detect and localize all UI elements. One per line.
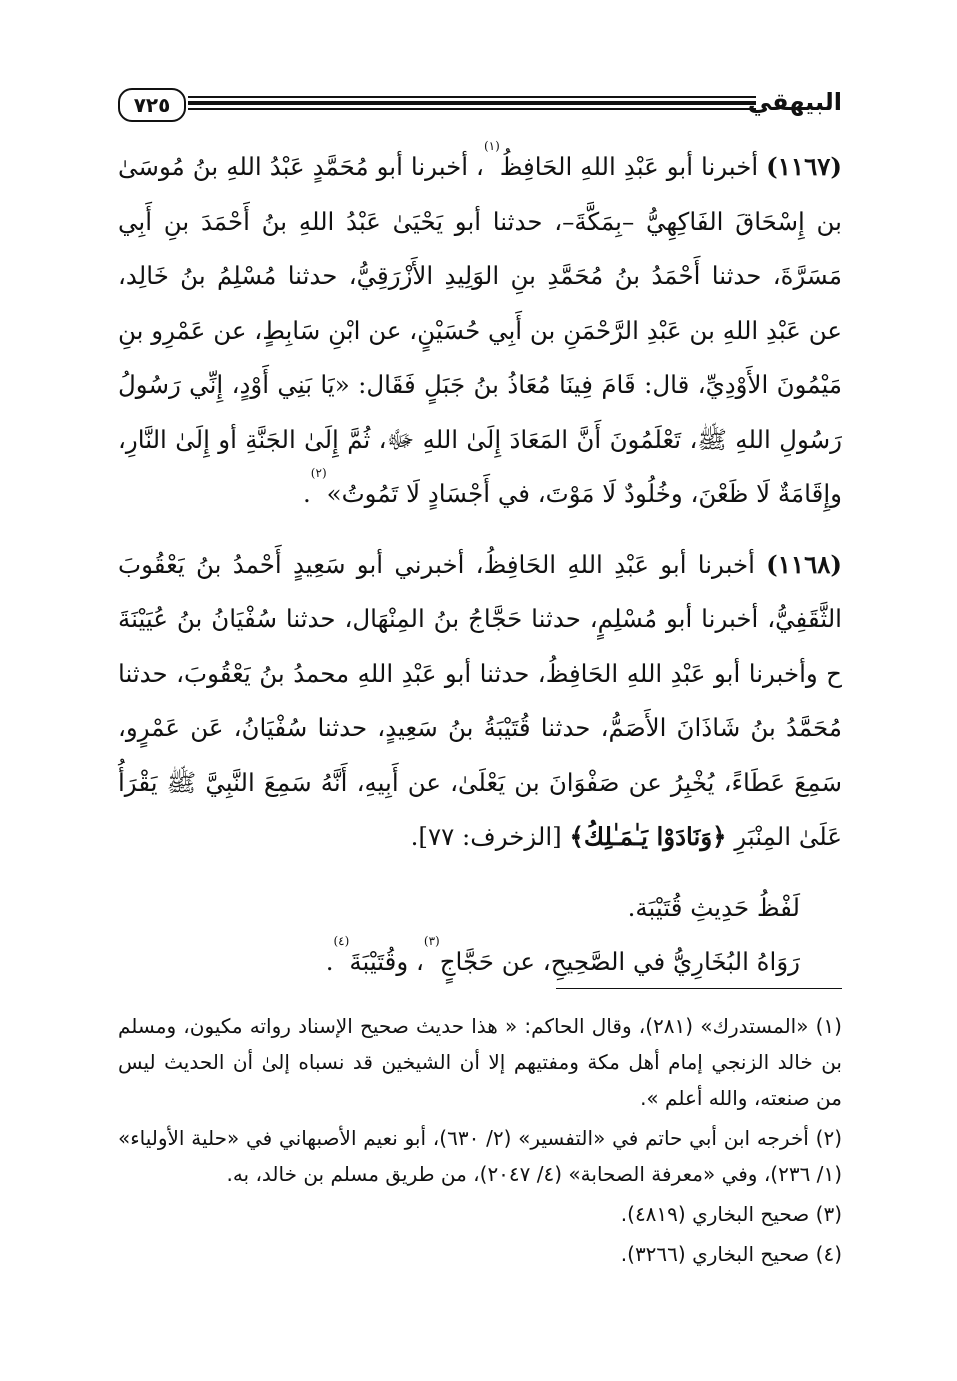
narration-text: . — [325, 947, 334, 976]
quran-verse: ﴿وَنَادَوْا يَـٰمَـٰلِكُ﴾ — [569, 822, 727, 851]
hadith-text: أخبرنا أبو عَبْدِ اللهِ الحَافِظُ، أخبرني أبو سَعِيدٍ أَحْمدُ بنُ يَعْقُوبَ الثَّقَفِيُّ، أخبرنا أبو مُسْلِمٍ، حدثنا حَجَّاجُ بنُ المِنْهَال، حدثنا سُفْيَانُ بنُ عُيَيْنَةَ ح وأخبرنا أبو عَبْدِ اللهِ الحَافِظُ، حدثنا أبو عَبْدِ اللهِ محمدُ بنُ يَعْقُوبَ، حدثنا مُحَمَّدُ بنُ شَاذَانَ الأَصَمُّ، حدثنا قُتَيْبَةُ بنُ سَعِيدٍ، حدثنا سُفْيَانُ، عَن عَمْرٍو، سَمِعَ عَطَاءً، يُخْبِرُ عن صَفْوَانَ بن يَعْلَىٰ، عن أَبِيهِ، أَنَّهُ سَمِعَ النَّبِيَّ ﷺ يَقْرَأُ عَلَىٰ المِنْبَرِ — [118, 549, 842, 851]
hadith-text: أخبرنا أبو عَبْدِ اللهِ الحَافِظُ — [499, 152, 767, 181]
wording-note: لَفْظُ حَدِيثِ قُتَيْبَة. — [627, 892, 800, 922]
footnote: (٢) أخرجه ابن أبي حاتم في «التفسير» (٢/ ٦٣٠)، أبو نعيم الأصبهاني في «حلية الأولياء» (١/ ٢٣٦)، وفي «معرفة الصحابة» (٤/ ٢٠٤٧)، من طريق مسلم بن خالد، به. — [118, 1126, 842, 1186]
footnote-ref: (٤) — [333, 934, 350, 948]
footnote: (١) «المستدرك» (٢٨١)، وقال الحاكم: « هذا حديث صحيح الإسناد رواته مكيون، ومسلم بن خالد الزنجي إمام أهل مكة ومفتيهم إلا أن الشيخين قد نسباه إلىٰ أن الحديث ليس من صنعته، والله أعلم ». — [118, 1014, 842, 1110]
narration-source — [118, 935, 842, 990]
main-text — [118, 140, 842, 990]
page-number: ٧٢٥ — [118, 88, 186, 122]
hadith-1168 — [118, 538, 842, 865]
hadith-number: (١١٦٨) — [766, 549, 842, 579]
page-header — [118, 82, 842, 126]
hadith-text: ، أخبرنا أبو مُحَمَّدٍ عَبْدُ اللهِ بنُ مُوسَىٰ بن إِسْحَاقَ الفَاكِهِيُّ –بِمَكَّةَ–، حدثنا أبو يَحْيَىٰ عَبْدُ اللهِ بنُ أَحْمَدَ بنِ أَبِي مَسَرَّةَ، حدثنا أَحْمَدُ بنُ مُحَمَّدِ بنِ الوَلِيدِ الأَزْرَقِيُّ، حدثنا مُسْلِمُ بنُ خَالِد، عن عَبْدِ اللهِ بن عَبْدِ الرَّحْمَنِ بن أَبِي حُسَيْنٍ، عن ابْنِ سَابِطٍ، عن عَمْرِو بنِ مَيْمُونَ الأَوْدِيِّ، قال: قَامَ فِينَا مُعَاذُ بنُ جَبَلٍ فَقَال: «يَا بَنِي أَوْدٍ، إِنِّي رَسُولُ رَسُولِ اللهِ ﷺ، تَعْلَمُونَ أَنَّ المَعَادَ إِلَىٰ اللهِ ﷻ، ثُمَّ إِلَىٰ الجَنَّةِ أو إِلَىٰ النَّارِ، وإِقَامَةٌ لَا ظَعْنَ، وخُلُودٌ لَا مَوْتَ، في أَجْسَادٍ لَا تَمُوتُ» — [118, 152, 842, 508]
hadith-text: . — [303, 479, 311, 508]
footnotes — [118, 1008, 842, 1276]
footnote: (٣) صحيح البخاري (٤٨١٩). — [620, 1202, 842, 1226]
footnote-ref: (٣) — [423, 934, 440, 948]
header-rule — [188, 101, 756, 105]
verse-citation: [الزخرف: ٧٧]. — [410, 822, 570, 851]
footnote: (٤) صحيح البخاري (٣٢٦٦). — [620, 1242, 842, 1266]
hadith-number: (١١٦٧) — [766, 152, 842, 181]
hadith-1167 — [118, 140, 842, 522]
footnote-ref: (١) — [483, 139, 500, 153]
header-rule — [188, 96, 756, 98]
book-title: البيهقي — [747, 88, 842, 116]
narration-text: رَوَاهُ البُخَارِيُّ في الصَّحِيحِ، عن حَجَّاجٍ — [439, 947, 800, 976]
footnote-separator — [556, 988, 842, 989]
narration-text: ، وقُتَيْبَةَ — [349, 947, 424, 976]
footnote-ref: (٢) — [310, 466, 327, 480]
header-rule — [188, 108, 756, 110]
